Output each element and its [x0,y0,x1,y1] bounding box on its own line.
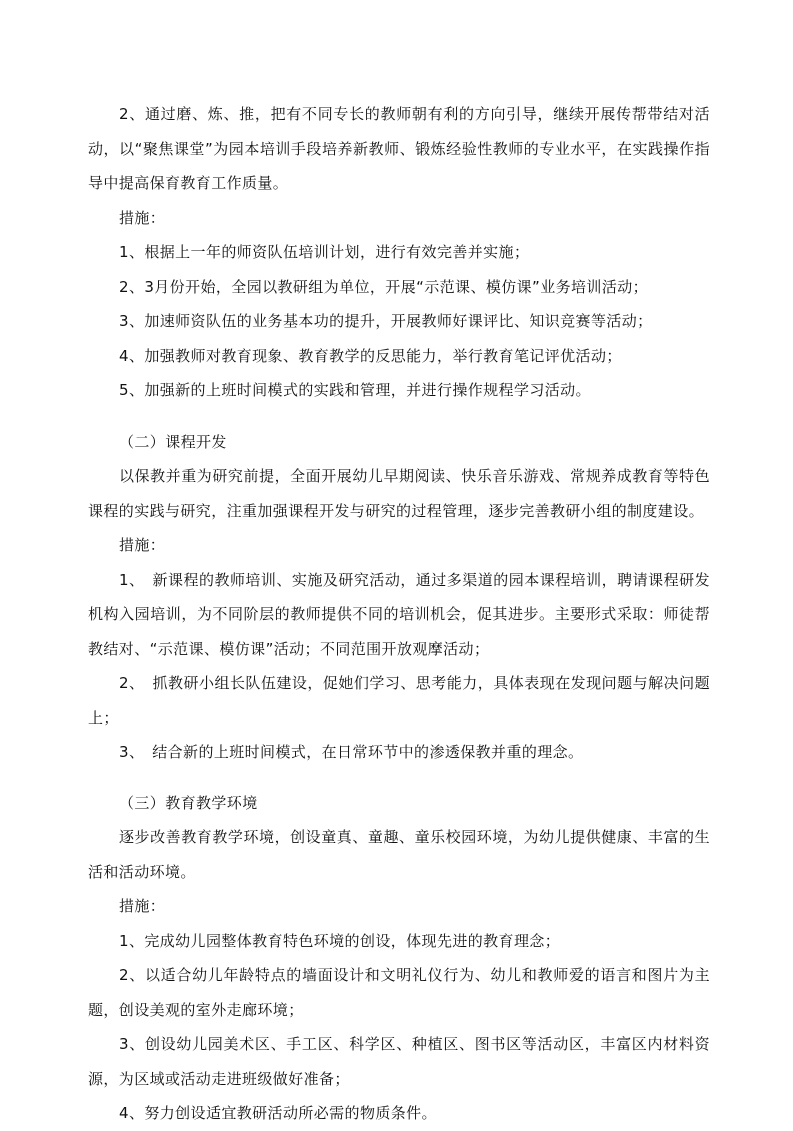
measure-item: 2、3月份开始，全园以教研组为单位，开展“示范课、模仿课”业务培训活动； [119,277,649,296]
section-heading-environment: （三）教育教学环境 [119,793,258,812]
section-spacer [88,408,710,425]
section-spacer [88,770,710,786]
measure-item: 1、根据上一年的师资队伍培训计划，进行有效完善并实施； [119,243,530,261]
measures-label: 措施： [119,897,166,915]
measure-item: 1、 新课程的教师培训、实施及研究活动，通过多渠道的园本课程培训，聘请课程研发机构入园培训，为不同阶层的教师提供不同的培训机会，促其进步。主要形式采取：师徒帮教结对、“示范课、模仿课”活动；不同范围开放观摩活动； [88,570,710,658]
measure-item: 2、 抓教研小组长队伍建设，促她们学习、思考能力，具体表现在发现问题与解决问题上； [88,674,710,727]
measure-item: 4、加强教师对教育现象、教育教学的反思能力，举行教育笔记评优活动； [119,346,622,365]
measure-item: 3、加速师资队伍的业务基本功的提升，开展教师好课评比、知识竞赛等活动； [119,312,653,330]
section-heading-curriculum: （二）课程开发 [119,432,227,451]
paragraph-curriculum-intro: 以保教并重为研究前提，全面开展幼儿早期阅读、快乐音乐游戏、常规养成教育等特色课程的实践与研究，注重加强课程开发与研究的过程管理，逐步完善教研小组的制度建设。 [88,467,710,520]
measure-item: 3、 结合新的上班时间模式，在日常环节中的渗透保教并重的理念。 [119,743,584,761]
paragraph-training-goal-2: 2、通过磨、炼、推，把有不同专长的教师朝有利的方向引导，继续开展传帮带结对活动，以“聚焦课堂”为园本培训手段培养新教师、锻炼经验性教师的专业水平，在实践操作指导中提高保育教育工作质量。 [88,105,710,192]
paragraph-environment-intro: 逐步改善教育教学环境，创设童真、童趣、童乐校园环境，为幼儿提供健康、丰富的生活和活动环境。 [88,828,710,881]
document-body [88,97,710,1131]
measures-label: 措施： [119,536,166,554]
measure-item: 4、努力创设适宜教研活动所必需的物质条件。 [119,1104,437,1122]
measure-item: 5、加强新的上班时间模式的实践和管理，并进行操作规程学习活动。 [119,381,591,399]
measures-label: 措施： [119,208,166,227]
measure-item: 2、以适合幼儿年龄特点的墙面设计和文明礼仪行为、幼儿和教师爱的语言和图片为主题，创设美观的室外走廊环境； [88,966,710,1019]
measure-item: 1、完成幼儿园整体教育特色环境的创设，体现先进的教育理念； [119,931,561,950]
measure-item: 3、创设幼儿园美术区、手工区、科学区、种植区、图书区等活动区，丰富区内材料资源，为区域或活动走进班级做好准备； [88,1035,710,1088]
